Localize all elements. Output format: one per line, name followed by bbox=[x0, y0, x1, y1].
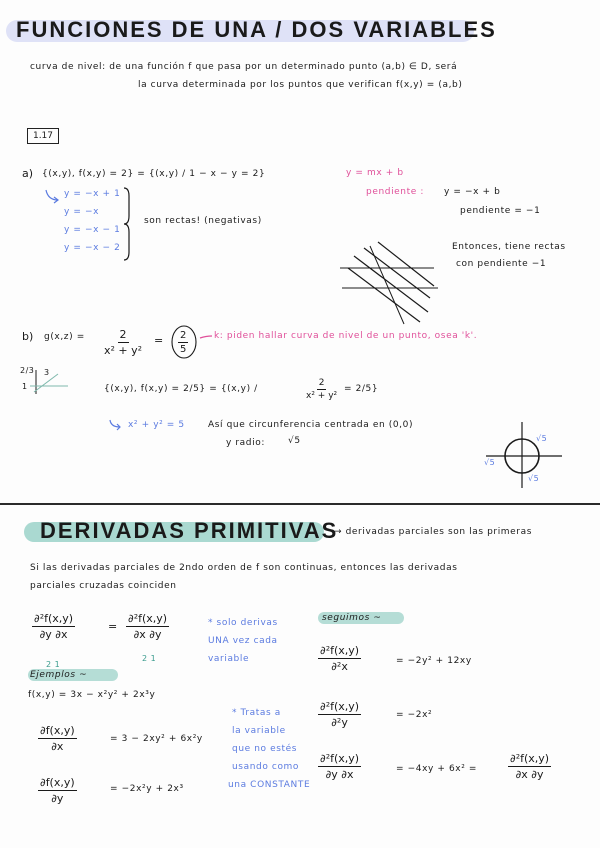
note1-line-1: * solo derivas bbox=[208, 618, 278, 628]
cross-lhs-fraction bbox=[32, 612, 75, 641]
dfdy-fraction bbox=[38, 776, 77, 805]
conclusion-line-1: Entonces, tiene rectas bbox=[452, 242, 566, 252]
circle-text-1: Así que circunferencia centrada en (0,0) bbox=[208, 420, 414, 430]
note2-line-2: la variable bbox=[232, 726, 286, 736]
note1-line-3: variable bbox=[208, 654, 250, 664]
section-title-derivatives: DERIVADAS PRIMITIVAS bbox=[40, 518, 339, 543]
note1-line-2: UNA vez cada bbox=[208, 636, 278, 646]
dfdx-fraction bbox=[38, 724, 77, 753]
g-function-lhs: g(x,z) = bbox=[44, 332, 85, 342]
note2-line-3: que no estés bbox=[232, 744, 298, 754]
brace-icon bbox=[122, 186, 132, 262]
definition-line-1: curva de nivel: de una función f que pasa por un determinado punto (a,b) ∈ D, será bbox=[30, 62, 458, 72]
set-fraction-denominator: x² + y² bbox=[306, 391, 338, 401]
k-value-fraction bbox=[178, 330, 188, 355]
graph-label-left: √5 bbox=[484, 458, 496, 467]
k-numerator: 2 bbox=[180, 330, 187, 341]
d2x-numerator: ∂²f(x,y) bbox=[320, 644, 360, 657]
margin-label-c: 3 bbox=[44, 368, 50, 377]
d2y-denominator: ∂²y bbox=[331, 716, 348, 729]
dfdx-numerator: ∂f(x,y) bbox=[40, 724, 75, 737]
dxy-numerator: ∂²f(x,y) bbox=[510, 752, 550, 765]
curved-arrow-icon bbox=[44, 188, 64, 208]
cross-rhs-denominator: ∂x ∂y bbox=[133, 628, 162, 641]
part-a-comment: son rectas! (negativas) bbox=[144, 216, 262, 226]
cross-lhs-order: 2 1 bbox=[46, 660, 61, 669]
level-lines-sketch bbox=[334, 238, 444, 328]
slope-label: pendiente : bbox=[366, 187, 424, 197]
part-a-label: a) bbox=[22, 167, 34, 180]
margin-mini-sketch bbox=[28, 368, 72, 398]
paragraph-line-1: Si las derivadas parciales de 2ndo orden de f son continuas, entonces las derivadas bbox=[30, 563, 458, 573]
set-equation-lhs: {(x,y), f(x,y) = 2/5} = {(x,y) / bbox=[104, 384, 258, 394]
cross-rhs-order: 2 1 bbox=[142, 654, 157, 663]
graph-label-right: √5 bbox=[536, 434, 548, 443]
level-line-4: y = −x − 2 bbox=[64, 243, 121, 253]
k-note: k: piden hallar curva de nivel de un punto, osea 'k'. bbox=[214, 331, 478, 341]
note2-line-4: usando como bbox=[232, 762, 300, 772]
dfdy-numerator: ∂f(x,y) bbox=[40, 776, 75, 789]
pink-arrow-icon bbox=[198, 328, 214, 344]
k-denominator: 5 bbox=[180, 344, 187, 355]
cross-lhs-numerator: ∂²f(x,y) bbox=[34, 612, 74, 625]
circle-graph bbox=[484, 420, 564, 490]
margin-label-a: 2/3 bbox=[20, 366, 35, 375]
d2y-numerator: ∂²f(x,y) bbox=[320, 700, 360, 713]
section-title-functions: FUNCIONES DE UNA / DOS VARIABLES bbox=[16, 17, 497, 42]
g-function-fraction bbox=[104, 328, 142, 357]
arrow-note: → derivadas parciales son las primeras bbox=[334, 527, 533, 537]
dfdy-result: = −2x²y + 2x³ bbox=[110, 784, 184, 794]
cross-rhs-numerator: ∂²f(x,y) bbox=[128, 612, 168, 625]
cross-lhs-denominator: ∂y ∂x bbox=[39, 628, 68, 641]
dyx-numerator: ∂²f(x,y) bbox=[320, 752, 360, 765]
cross-rhs-fraction bbox=[126, 612, 169, 641]
ejemplos-label: Ejemplos ~ bbox=[30, 670, 88, 680]
g-fraction-numerator: 2 bbox=[119, 328, 127, 341]
level-line-1: y = −x + 1 bbox=[64, 189, 121, 199]
dfdx-denominator: ∂x bbox=[51, 740, 64, 753]
note2-line-1: * Tratas a bbox=[232, 708, 281, 718]
slope-equation: y = −x + b bbox=[444, 187, 501, 197]
d2y-result: = −2x² bbox=[396, 710, 433, 720]
dyx-denominator: ∂y ∂x bbox=[325, 768, 354, 781]
dyx-fraction bbox=[318, 752, 361, 781]
radius-value: √5 bbox=[288, 436, 301, 446]
d2x-denominator: ∂²x bbox=[331, 660, 348, 673]
slope-value: pendiente = −1 bbox=[460, 206, 541, 216]
set-equation-rhs: = 2/5} bbox=[344, 384, 379, 394]
dfdy-denominator: ∂y bbox=[51, 792, 64, 805]
equals-sign: = bbox=[154, 334, 164, 347]
paragraph-line-2: parciales cruzadas coinciden bbox=[30, 581, 177, 591]
dxy-denominator: ∂x ∂y bbox=[515, 768, 544, 781]
part-a-set-equation: {(x,y), f(x,y) = 2} = {(x,y) / 1 − x − y = 2} bbox=[42, 169, 266, 179]
note2-line-5: una CONSTANTE bbox=[228, 780, 311, 790]
set-fraction-numerator: 2 bbox=[318, 378, 325, 388]
level-line-2: y = −x bbox=[64, 207, 100, 217]
set-equation-fraction bbox=[306, 378, 337, 401]
d2x-fraction bbox=[318, 644, 361, 673]
circle-equation: x² + y² = 5 bbox=[128, 420, 185, 430]
dxy-fraction bbox=[508, 752, 551, 781]
cross-equals: = bbox=[108, 620, 118, 633]
circle-text-2: y radio: bbox=[226, 438, 265, 448]
graph-label-bottom: √5 bbox=[528, 474, 540, 483]
part-b-label: b) bbox=[22, 330, 34, 343]
d2x-result: = −2y² + 12xy bbox=[396, 656, 472, 666]
d2y-fraction bbox=[318, 700, 361, 729]
curved-arrow-icon-2 bbox=[108, 418, 126, 432]
section-divider bbox=[0, 503, 600, 505]
slope-form: y = mx + b bbox=[346, 168, 404, 178]
definition-line-2: la curva determinada por los puntos que verifican f(x,y) = (a,b) bbox=[138, 80, 463, 90]
example-function: f(x,y) = 3x − x²y² + 2x³y bbox=[28, 690, 156, 700]
dyx-result: = −4xy + 6x² = bbox=[396, 764, 478, 774]
margin-label-b: 1 bbox=[22, 382, 28, 391]
conclusion-line-2: con pendiente −1 bbox=[456, 259, 547, 269]
exercise-label: 1.17 bbox=[27, 128, 59, 144]
level-line-3: y = −x − 1 bbox=[64, 225, 121, 235]
g-fraction-denominator: x² + y² bbox=[104, 344, 143, 357]
seguimos-label: seguimos ~ bbox=[322, 613, 382, 623]
dfdx-result: = 3 − 2xy² + 6x²y bbox=[110, 734, 203, 744]
